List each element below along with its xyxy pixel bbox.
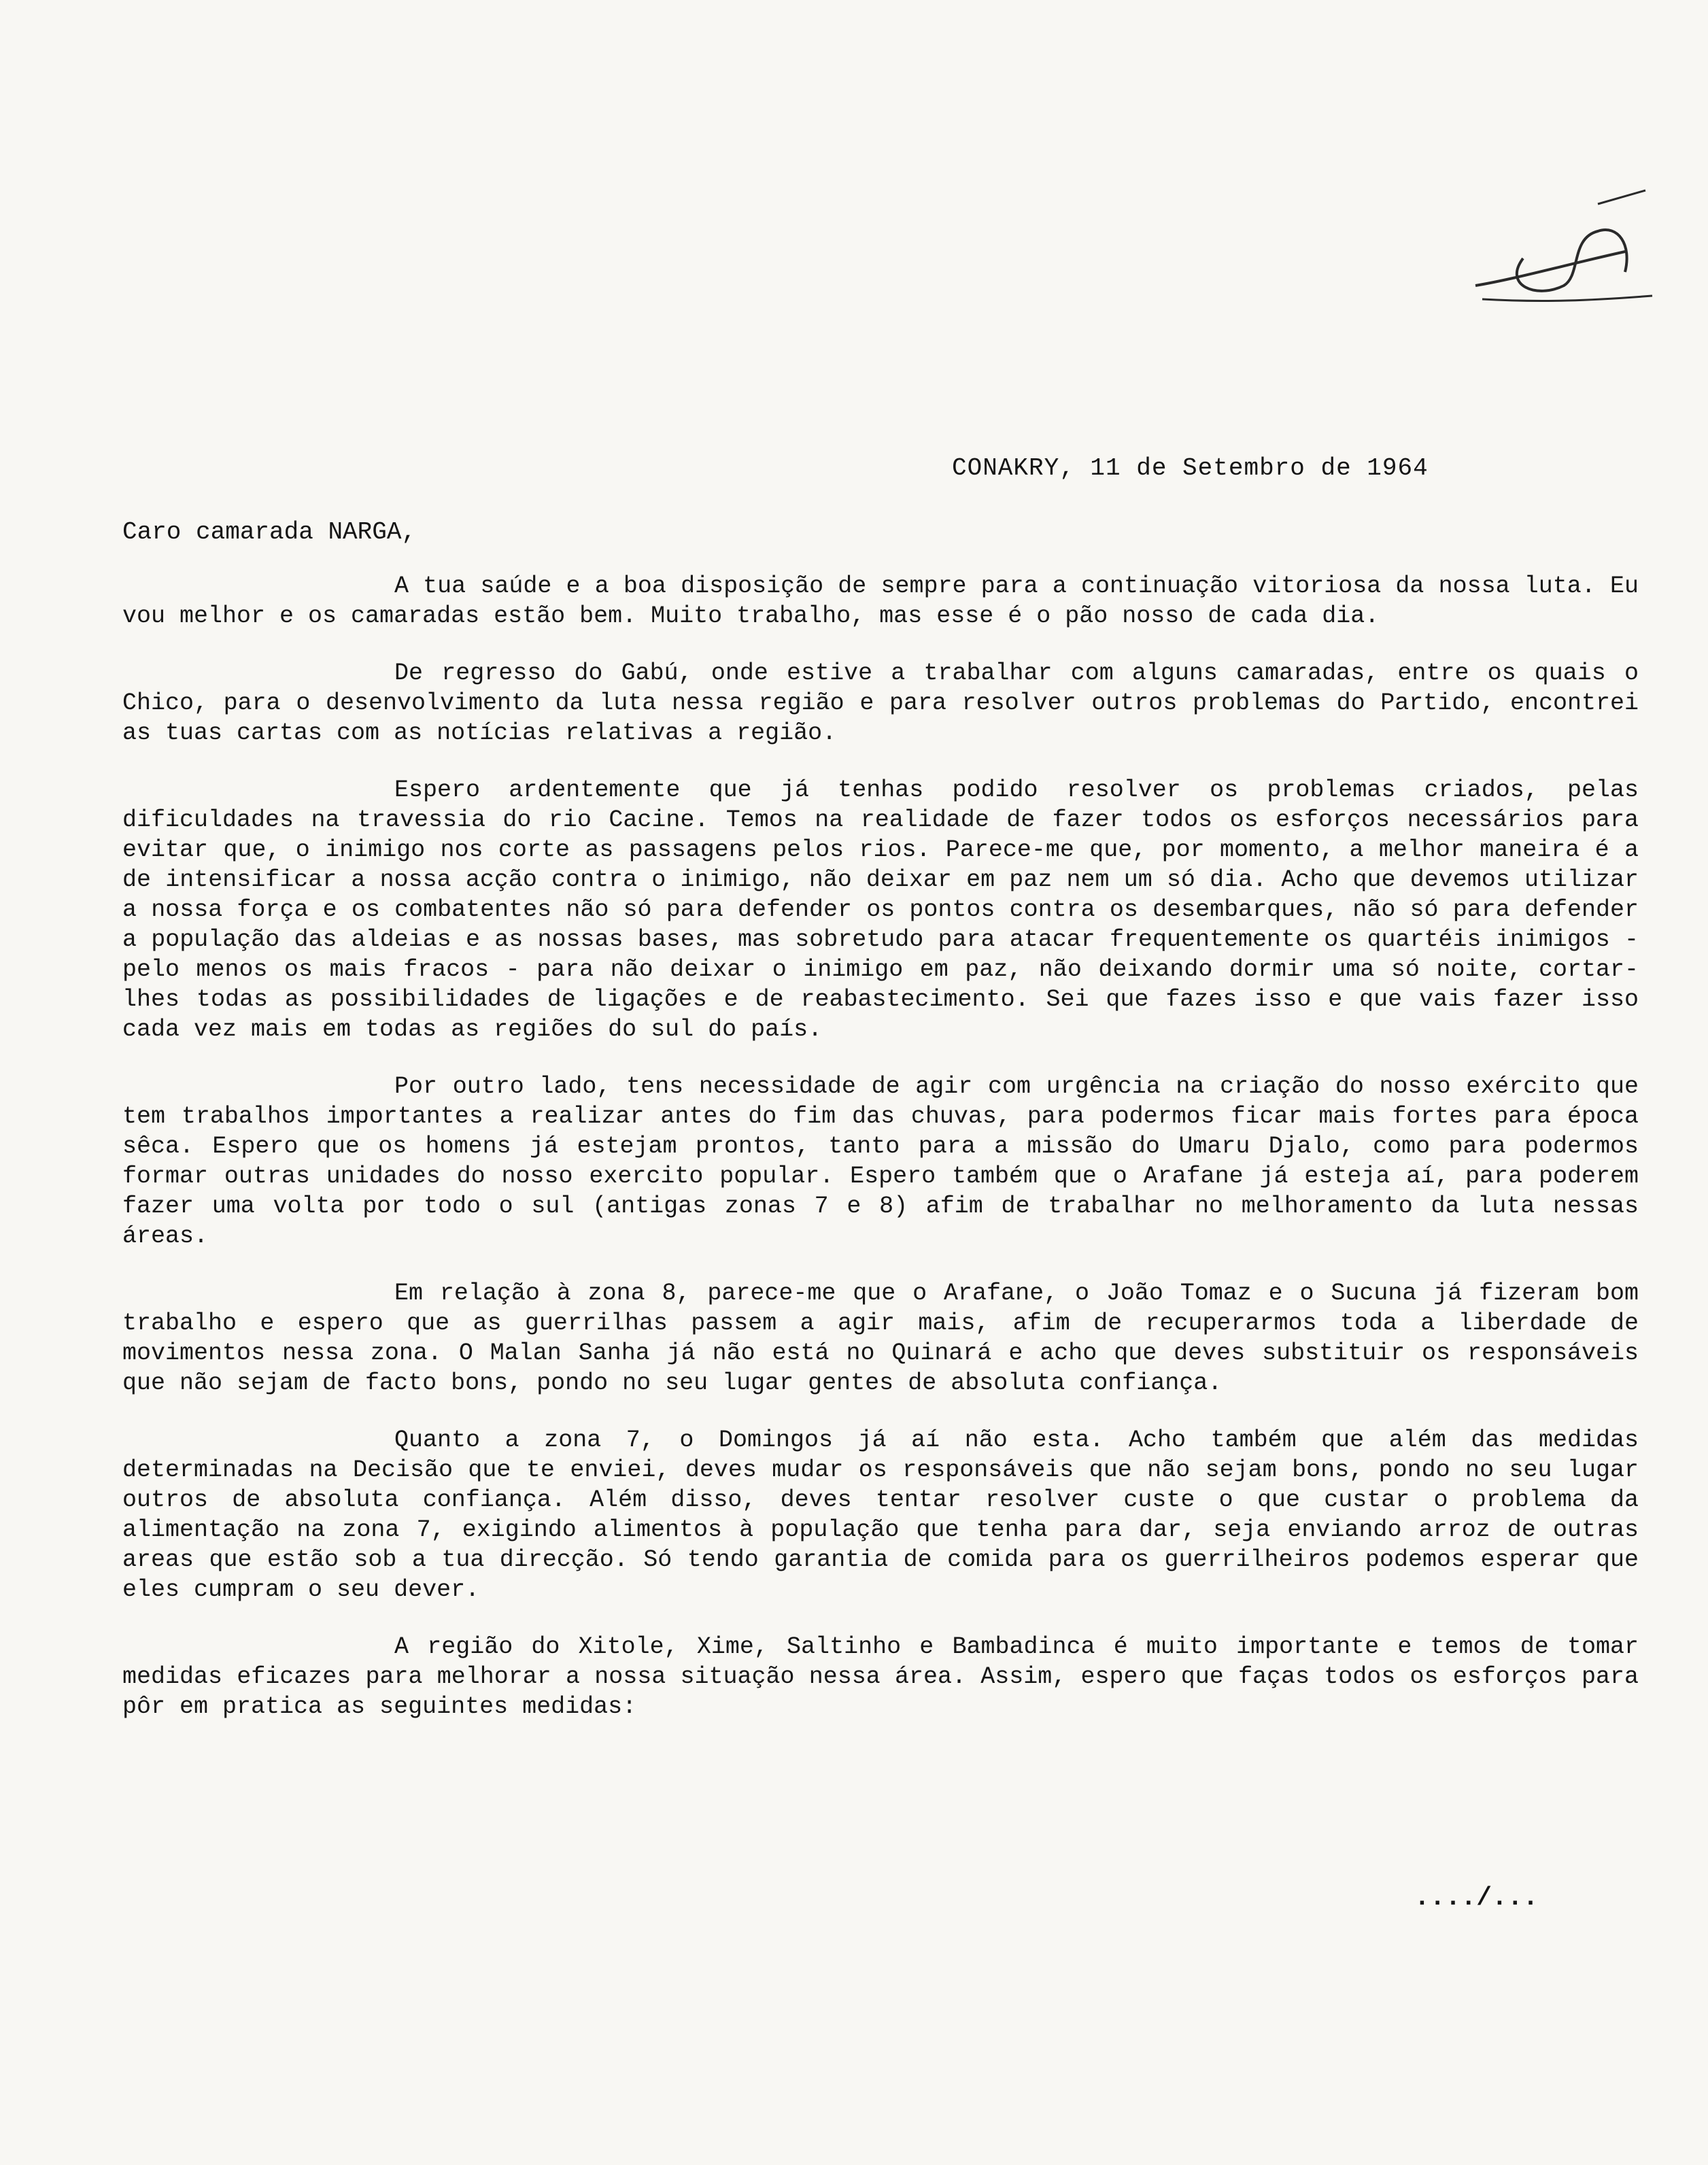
paragraph-2: De regresso do Gabú, onde estive a trabalhar com alguns camaradas, entre os quais o Chico, para o desenvolvimento da luta nessa região e para resolver outros problemas do Partido, encontrei as tuas cartas com as notícias relativas a região. bbox=[122, 660, 1639, 747]
salutation: Caro camarada NARGA, bbox=[122, 518, 417, 546]
paragraph-5: Em relação à zona 8, parece-me que o Arafane, o João Tomaz e o Sucuna já fizeram bom trabalho e espero que as guerrilhas passem a agir mais, afim de recuperarmos toda a liberdade de movimentos nessa zona. O Malan Sanha já não está no Quinará e acho que deves substituir os responsáveis que não sejam de facto bons, pondo no seu lugar gentes de absoluta confiança. bbox=[122, 1280, 1639, 1397]
paragraph-3: Espero ardentemente que já tenhas podido resolver os problemas criados, pelas dificuldades na travessia do rio Cacine. Temos na realidade de fazer todos os esforços necessários para evitar que, o inimigo nos corte as passagens pelos rios. Parece-me que, por momento, a melhor maneira é a de intensificar a nossa acção contra o inimigo, não deixar em paz nem um só dia. Acho que devemos utilizar a nossa força e os combatentes não só para defender os pontos contra os desembarques, não só para defender a população das aldeias e as nossas bases, mas sobretudo para atacar frequentemente os quartéis inimigos - pelo menos os mais fracos - para não deixar o inimigo em paz, não deixando dormir uma só noite, cortar-lhes todas as possibilidades de ligações e de reabastecimento. Sei que fazes isso e que vais fazer isso cada vez mais em todas as regiões do sul do país. bbox=[122, 777, 1639, 1043]
paragraph-7: A região do Xitole, Xime, Saltinho e Bambadinca é muito importante e temos de tomar medidas eficazes para melhorar a nossa situação nessa área. Assim, espero que faças todos os esforços para pôr em pratica as seguintes medidas: bbox=[122, 1633, 1639, 1720]
letter-body bbox=[122, 571, 1639, 1749]
paragraph-4: Por outro lado, tens necessidade de agir com urgência na criação do nosso exército que tem trabalhos importantes a realizar antes do fim das chuvas, para podermos ficar mais fortes para época sêca. Espero que os homens já estejam prontos, tanto para a missão do Umaru Djalo, como para podermos formar outras unidades do nosso exercito popular. Espero também que o Arafane já esteja aí, para poderem fazer uma volta por todo o sul (antigas zonas 7 e 8) afim de trabalhar no melhoramento da luta nessas áreas. bbox=[122, 1073, 1639, 1250]
handwritten-initials-mark bbox=[1462, 184, 1666, 320]
date-line: CONAKRY, 11 de Setembro de 1964 bbox=[952, 454, 1429, 482]
paragraph-6: Quanto a zona 7, o Domingos já aí não esta. Acho também que além das medidas determinadas na Decisão que te enviei, deves mudar os responsáveis que não sejam bons, pondo no seu lugar outros de absoluta confiança. Além disso, deves tentar resolver custe o que custar o problema da alimentação na zona 7, exigindo alimentos à população que tenha para dar, seja enviando arroz de outras areas que estão sob a tua direcção. Só tendo garantia de comida para os guerrilheiros podemos esperar que eles cumpram o seu dever. bbox=[122, 1427, 1639, 1603]
continuation-marker: ..../... bbox=[1414, 1883, 1539, 1913]
paragraph-1: A tua saúde e a boa disposição de sempre para a continuação vitoriosa da nossa luta. Eu vou melhor e os camaradas estão bem. Muito trabalho, mas esse é o pão nosso de cada dia. bbox=[122, 573, 1639, 630]
